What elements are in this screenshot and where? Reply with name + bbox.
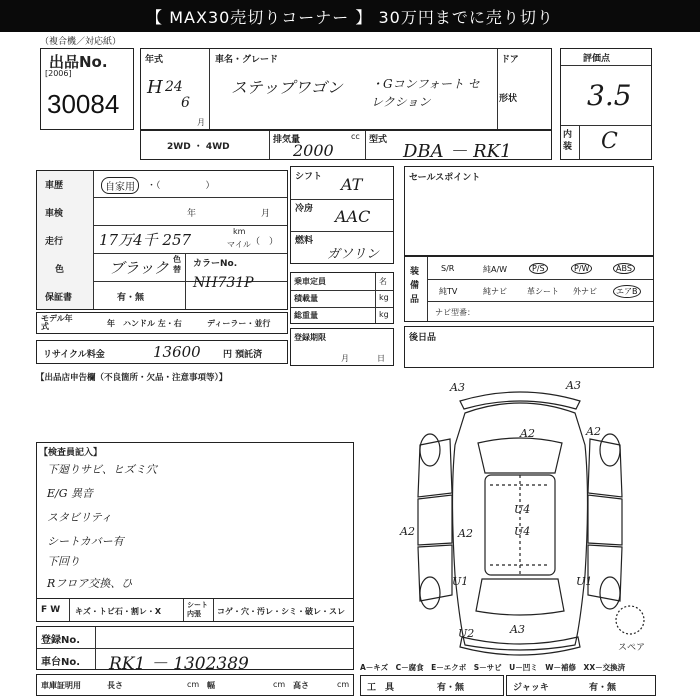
recycle-unit: 円 預託済 [223,350,263,360]
tools-label: 工 具 [367,683,395,693]
cert-row [36,674,354,696]
mark-u1-right: U1 [576,575,593,588]
recycle-label: リサイクル料金 [43,350,105,360]
model-year-row [36,312,288,334]
equip-ps: P/S [529,263,548,274]
damage-legend: A－キズ C－腐食 E－エクボ S－サビ U－凹ミ W－補修 XX－交換済 [360,663,626,672]
drive-label: 2WD ・ 4WD [167,142,230,152]
sales-point-box [404,166,654,256]
mark-a2-hood: A2 [520,427,535,440]
mark-a3-front-left: A3 [450,381,465,394]
spec-table [36,170,288,310]
condition-seat-label: シート 内張 [187,601,208,618]
navi-label: ナビ型番： [435,308,475,317]
sales-point-label: セールスポイント [409,173,481,183]
banner-text: 【 MAX30売切りコーナー 】 30万円までに売り切り [146,7,554,27]
chassis-value: RK1 － 1302389 [109,654,249,674]
year-label: 年式 [145,55,164,65]
weight-unit: kg [379,310,389,319]
color-change: 色替 [173,255,181,274]
score-value: 3.5 [587,79,632,112]
history-value [101,177,139,194]
equip-abs: ABS [613,263,635,274]
cert-label: 車庫証明用 [41,681,81,690]
inspection-label: 車検 [45,209,64,219]
main-info-box [140,48,552,130]
score-box [560,48,652,160]
equip-tv: 純TV [439,287,458,296]
load-unit: kg [379,293,389,302]
jack-label: ジャッキ [513,683,549,693]
mark-u4-center: U4 [514,525,531,538]
displacement-cc: cc [351,132,360,141]
fuel-label: 燃料 [295,236,314,246]
tools-value: 有・無 [437,683,465,693]
equip-alloy: 純A/W [483,265,508,274]
chassis-label: 車台No. [41,657,81,668]
capacity-unit: 名 [379,277,387,286]
model-grade: ・Gコンフォート セレクション [371,77,480,109]
shift-label: シフト [295,172,323,182]
mileage-label: 走行 [45,237,64,247]
inspector-label: 【検査員記入】 [39,448,103,458]
spare-label: スペア [618,643,646,653]
mark-a3-rear: A3 [510,623,525,636]
door-label: ドア [501,55,519,65]
post-date-box [404,326,654,368]
equip-extnavi: 外ナビ [573,287,597,296]
equipment-box [404,256,654,322]
equip-sr: S/R [441,264,455,273]
inspector-box [36,442,354,600]
cert-length: 長さ [107,681,123,690]
mark-a2-right: A2 [586,425,601,438]
mark-a2-center: A2 [458,527,473,540]
type-label: 型式 [369,135,388,145]
subheader: （複合機／対応紙） [40,37,122,47]
color-code-label: カラーNo. [193,259,238,269]
model-year-year: 年 [107,319,115,328]
mileage-km: km [233,227,246,236]
model-label: 車名・グレード [215,55,279,65]
equipment-label: 装備品 [410,267,420,305]
year-era: H [147,77,163,98]
displacement-value: 2000 [293,141,334,160]
condition-fw: F W [41,605,61,615]
lot-label: 出品No. [49,53,108,71]
cert-height: 高さ [293,681,309,690]
inspector-line-5: 下回り [47,555,80,568]
tools-box [360,675,504,696]
color-value: ブラック [109,259,169,277]
reg-period-month: 月 [341,354,349,363]
history-circle: 自家用 [101,177,139,194]
lot-sub: [2006] [45,69,72,78]
mark-u4-roof: U4 [514,503,531,516]
shape-label: 形状 [499,94,518,104]
recycle-row [36,340,288,364]
inspector-line-6: Rフロア交換、ひ [47,577,133,590]
mileage-paren: （ ） [251,237,279,247]
inspector-line-3: スタビリティ [47,511,112,524]
post-date-label: 後日品 [409,333,437,343]
model-year-dealer: ディーラー・並行 [207,319,271,328]
condition-scratch: キズ・トビ石・割レ・X [75,607,162,616]
inspector-line-2: E/G 異音 [47,487,94,500]
type-value: DBA － RK1 [403,141,512,162]
inspection-year: 年 [187,209,197,219]
displacement-label: 排気量 [273,135,301,145]
model-year-handle: ハンドル 左・右 [123,319,182,328]
jack-value: 有・無 [589,683,617,693]
year-value: 24 [165,79,183,95]
equip-airbag: エアB [613,285,641,298]
interior-value: C [601,129,618,154]
weight-label: 総重量 [294,311,318,320]
reg-period-box [290,328,394,366]
car-damage-diagram [390,375,650,660]
color-label: 色 [55,265,65,275]
model-name: ステップワゴン [231,78,343,97]
jack-box [506,675,656,696]
inspector-line-1: 下廻りサビ、ヒズミ穴 [47,463,157,476]
aircon-label: 冷房 [295,204,314,214]
aircon-value: AAC [335,207,371,226]
inspector-line-4: シートカバー有 [47,535,124,548]
warranty-label: 保証書 [45,293,73,303]
mileage-value: 17万4千 257 [99,231,192,249]
banner [0,0,700,32]
history-rest: ・（ ） [147,181,215,191]
year-month-unit: 月 [197,118,205,127]
lot-number: 30084 [47,89,120,119]
warranty-value: 有・無 [117,293,145,303]
reg-period-day: 日 [377,354,385,363]
notes-header: 【出品店申告欄（不良箇所・欠品・注意事項等）】 [36,373,228,383]
drive-box [140,130,552,160]
registration-label: 登録No. [41,635,81,646]
cert-cm-2: cm [273,680,286,689]
lot-box [40,48,134,130]
mark-u1-left: U1 [452,575,469,588]
mileage-mile: マイル [227,240,251,249]
equip-leather: 革シート [527,287,559,296]
cert-width: 幅 [207,681,215,690]
cert-cm-3: cm [337,680,350,689]
shift-value: AT [341,175,363,194]
mark-a2-left: A2 [400,525,415,538]
condition-seat-items: コゲ・穴・汚レ・シミ・破レ・スレ [217,607,345,616]
history-label: 車歴 [45,181,64,191]
mid-spec [290,166,394,264]
load-label: 積載量 [294,294,318,303]
year-month: 6 [181,95,190,111]
score-label: 評価点 [583,54,611,64]
model-year-label: モデル年式 [41,314,73,331]
fuel-value: ガソリン [327,247,380,262]
registration-box [36,626,354,674]
reg-period-label: 登録期限 [294,333,326,342]
recycle-value: 13600 [153,343,201,361]
condition-row [36,598,354,622]
mark-u2-rear: U2 [458,627,475,640]
inspection-month: 月 [261,209,271,219]
mark-a3-front-right: A3 [566,379,581,392]
equip-pw: P/W [571,263,592,274]
capacity-box [290,272,394,324]
color-code: NH731P [193,275,254,291]
capacity-label: 乗車定員 [294,277,326,286]
interior-label: 内装 [563,130,573,152]
cert-cm-1: cm [187,680,200,689]
equip-navi: 純ナビ [483,287,507,296]
